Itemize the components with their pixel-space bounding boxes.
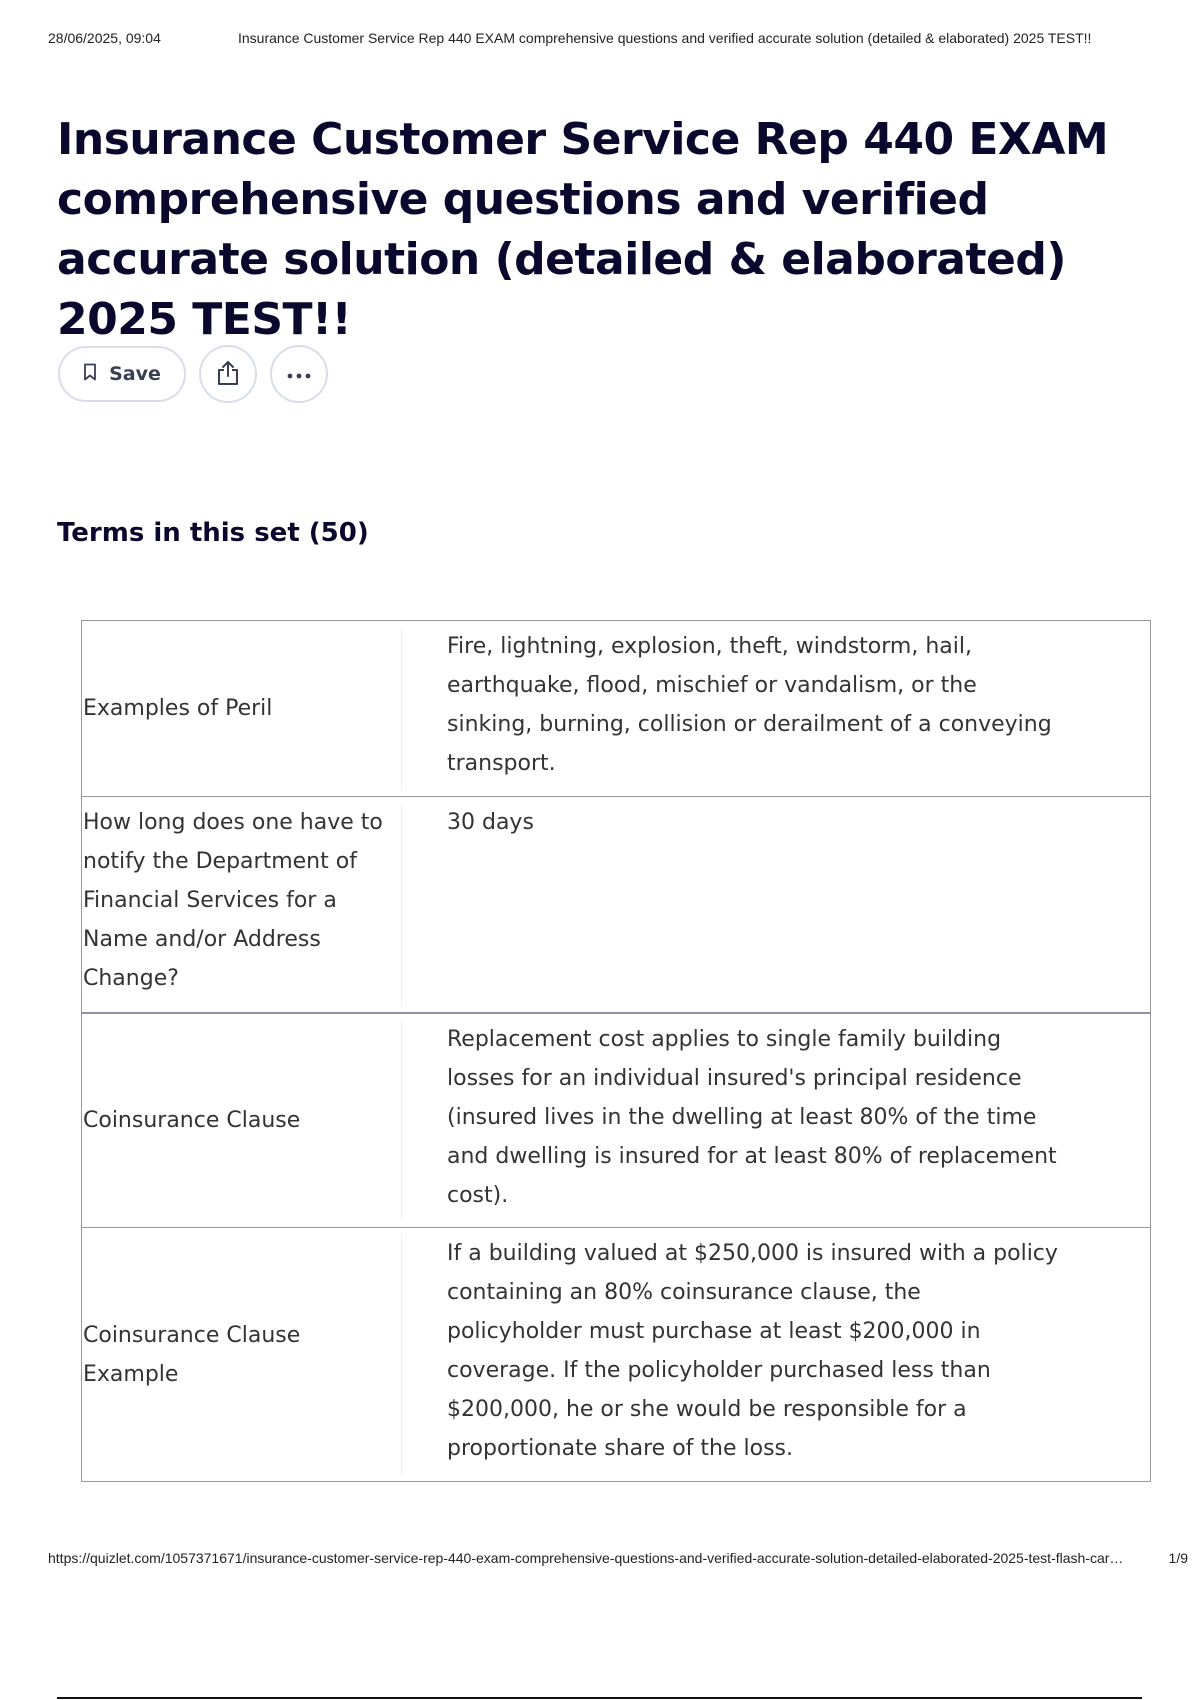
term-word: Examples of Peril (82, 627, 402, 790)
term-word: Coinsurance Clause Example (82, 1234, 402, 1475)
term-definition: If a building valued at $250,000 is insured with a policy containing an 80% coinsurance clause, the policyholder must purchase at least $200,000 in coverage. If the policyholder purchased less than $200,000, he or she would be responsible for a proportionate share of the loss. (447, 1241, 1058, 1461)
bookmark-icon (83, 363, 97, 386)
terms-list (81, 620, 1151, 1482)
print-url: https://quizlet.com/1057371671/insurance-customer-service-rep-440-exam-comprehensive-questions-and-verified-accurate-solution-detailed-elaborated-2025-test-flash-cards/ (48, 1550, 1128, 1566)
term-row (82, 1228, 1150, 1482)
more-horizontal-icon (286, 367, 312, 382)
term-row (82, 621, 1150, 797)
term-definition: Replacement cost applies to single family building losses for an individual insured's principal residence (insured lives in the dwelling at least 80% of the time and dwelling is insured for at least 80% of replacement cost). (447, 1027, 1057, 1208)
terms-heading: Terms in this set (50) (57, 518, 369, 548)
term-word: How long does one have to notify the Department of Financial Services for a Name and/or Address Change? (82, 803, 402, 1006)
page-title: Insurance Customer Service Rep 440 EXAM comprehensive questions and verified accurate solution (detailed & elaborated) 2025 TEST!! (57, 114, 1109, 345)
more-options-button[interactable] (270, 345, 328, 403)
save-button[interactable] (58, 346, 186, 402)
term-definition: 30 days (447, 810, 534, 835)
print-datetime: 28/06/2025, 09:04 (48, 30, 161, 46)
action-bar (58, 344, 328, 404)
page-number: 1/9 (1168, 1550, 1188, 1566)
share-icon (215, 359, 241, 390)
term-word: Coinsurance Clause (82, 1020, 402, 1221)
print-header (48, 30, 1184, 50)
print-footer (48, 1550, 1188, 1570)
term-row (82, 1014, 1150, 1228)
share-button[interactable] (199, 345, 257, 403)
term-row (82, 797, 1150, 1014)
print-document-title: Insurance Customer Service Rep 440 EXAM comprehensive questions and verified accurate solution (detailed & elaborated) 2025 TEST!! (238, 30, 1092, 46)
page-divider (57, 1697, 1142, 1699)
save-button-label: Save (109, 363, 161, 385)
term-definition: Fire, lightning, explosion, theft, windstorm, hail, earthquake, flood, mischief or vandalism, or the sinking, burning, collision or derailment of a conveying transport. (447, 634, 1052, 776)
